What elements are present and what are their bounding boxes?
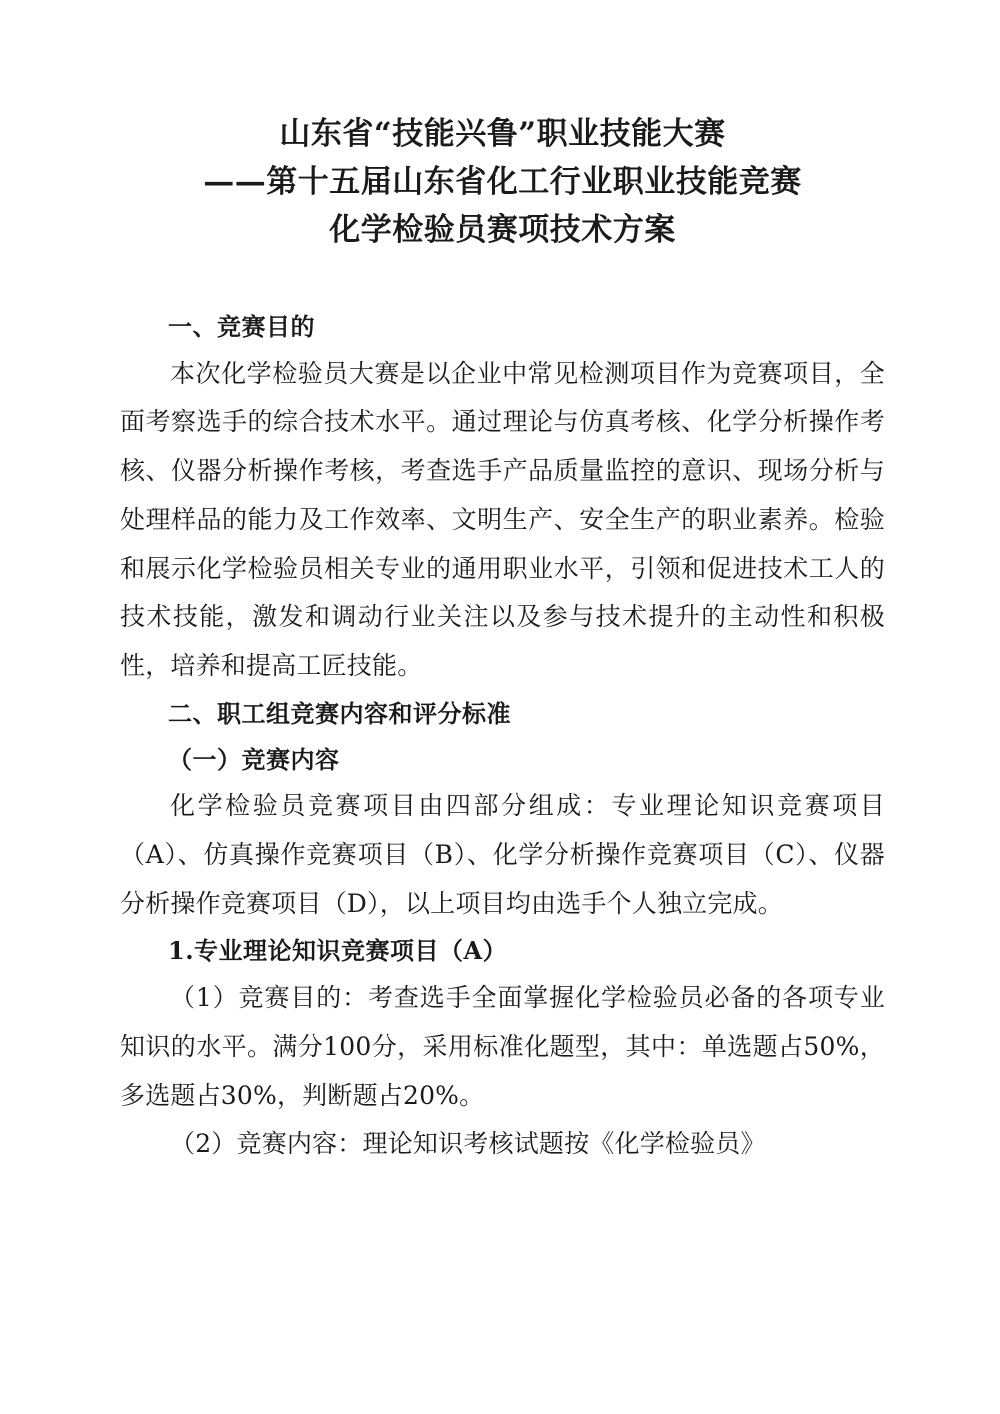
section-heading-2: 二、职工组竞赛内容和评分标准 [168,698,511,728]
page-title-line-1: 山东省“技能兴鲁”职业技能大赛 [279,116,726,152]
subsection-item-1: （1）竞赛目的：考查选手全面掌握化学检验员必备的各项专业知识的水平。满分100分，采用标准化题型，其中：单选题占50%，多选题占30%，判断题占20%。 [120,983,885,1110]
section-heading-1: 一、竞赛目的 [168,312,315,342]
title-spacer [120,262,885,304]
subsection-heading-a: 1.专业理论知识竞赛项目（A） [168,936,508,966]
section-2-paragraph-1: 化学检验员竞赛项目由四部分组成：专业理论知识竞赛项目（A）、仿真操作竞赛项目（B）、化学分析操作竞赛项目（C）、仪器分析操作竞赛项目（D），以上项目均由选手个人独立完成。 [120,791,885,918]
section-2-subheading: （一）竞赛内容 [168,744,340,774]
page-title-line-3: 化学检验员赛项技术方案 [329,212,676,249]
subsection-item-2: （2）竞赛内容：理论知识考核试题按《化学检验员》 [170,1129,766,1159]
section-1-paragraph-1: 本次化学检验员大赛是以企业中常见检测项目作为竞赛项目，全面考察选手的综合技术水平。通过理论与仿真考核、化学分析操作考核、仪器分析操作考核，考查选手产品质量监控的意识、现场分析与处理样品的能力及工作效率、文明生产、安全生产的职业素养。检验和展示化学检验员相关专业的通用职业水平，引领和促进技术工人的技术技能，激发和调动行业关注以及参与技术提升的主动性和积极性，培养和提高工匠技能。 [120,358,885,681]
page-title [120,110,885,254]
page-title-line-2: ——第十五届山东省化工行业职业技能竞赛 [203,164,802,201]
